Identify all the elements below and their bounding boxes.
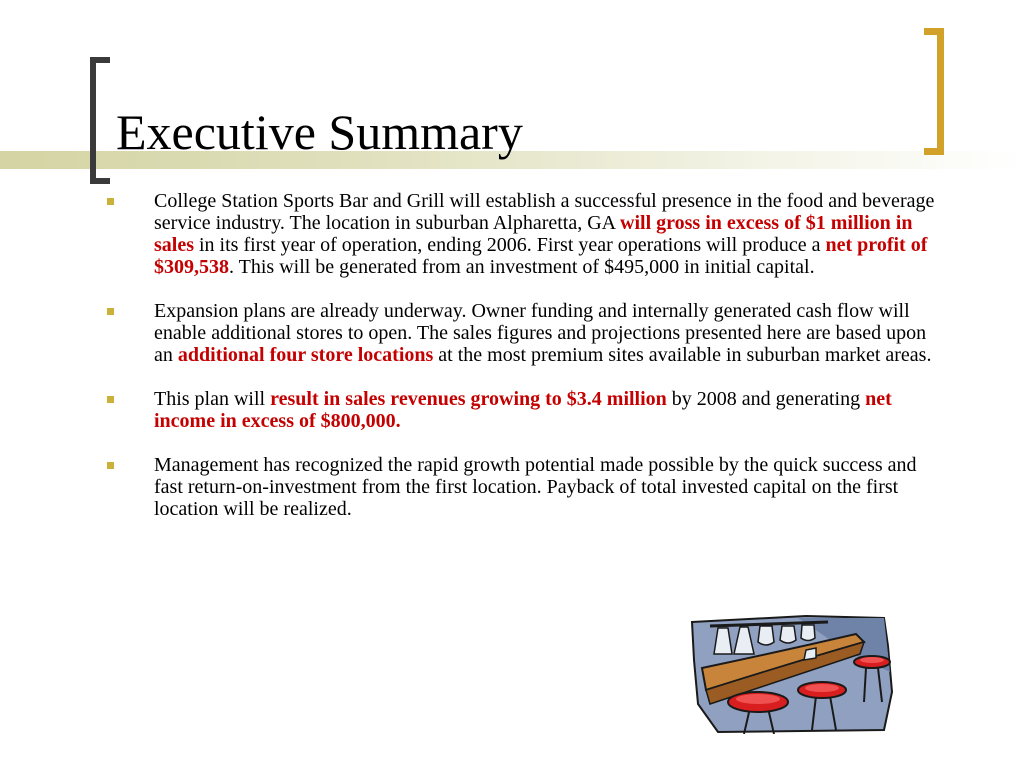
bullet-text: . — [395, 410, 401, 432]
bar-stools-clipart-icon — [688, 612, 896, 734]
bullet-marker — [107, 198, 114, 205]
slide-title: Executive Summary — [116, 104, 523, 160]
bullet-marker — [107, 462, 114, 469]
right-bracket-decor — [924, 28, 944, 155]
highlight-text: net profit of $309,538 — [154, 234, 928, 278]
bullet-text: Management has recognized the rapid growth potential made possible by the quick success and fast return-on-investment from the first location. Payback of total invested capital on the first location will be realized. — [154, 454, 917, 520]
bullet-text: This plan will — [154, 388, 271, 410]
bullet-marker — [107, 396, 114, 403]
bullet-item-3 — [100, 388, 945, 432]
bullet-item-2 — [100, 300, 945, 366]
highlight-text: net income in excess of $800,000 — [154, 388, 892, 432]
bullet-item-4 — [100, 454, 945, 520]
bullet-text: at the most premium sites available in suburban market areas. — [433, 344, 932, 366]
bullet-text: Expansion plans are already underway. Owner funding and internally generated cash flow will enable additional stores to open. The sales figures and projections presented here are based upon an — [154, 300, 927, 366]
highlight-text: additional four store locations — [177, 344, 434, 366]
bullet-text: College Station Sports Bar and Grill will establish a successful presence in the food and beverage service industry. The location in suburban Alpharetta, GA — [154, 190, 935, 234]
bullet-item-1 — [100, 190, 945, 278]
bullet-list — [100, 190, 945, 520]
bullet-text: by 2008 and generating — [666, 388, 866, 410]
bullet-text: in its first year of operation, ending 2006. First year operations will produce a — [194, 234, 826, 256]
bullet-text: . This will be generated from an investment of $495,000 in initial capital. — [229, 256, 815, 278]
bullet-marker — [107, 308, 114, 315]
highlight-text: result in sales revenues growing to $3.4 million — [270, 388, 667, 410]
highlight-text: will gross in excess of $1 million in sales — [154, 212, 913, 256]
left-bracket-decor — [90, 57, 110, 184]
